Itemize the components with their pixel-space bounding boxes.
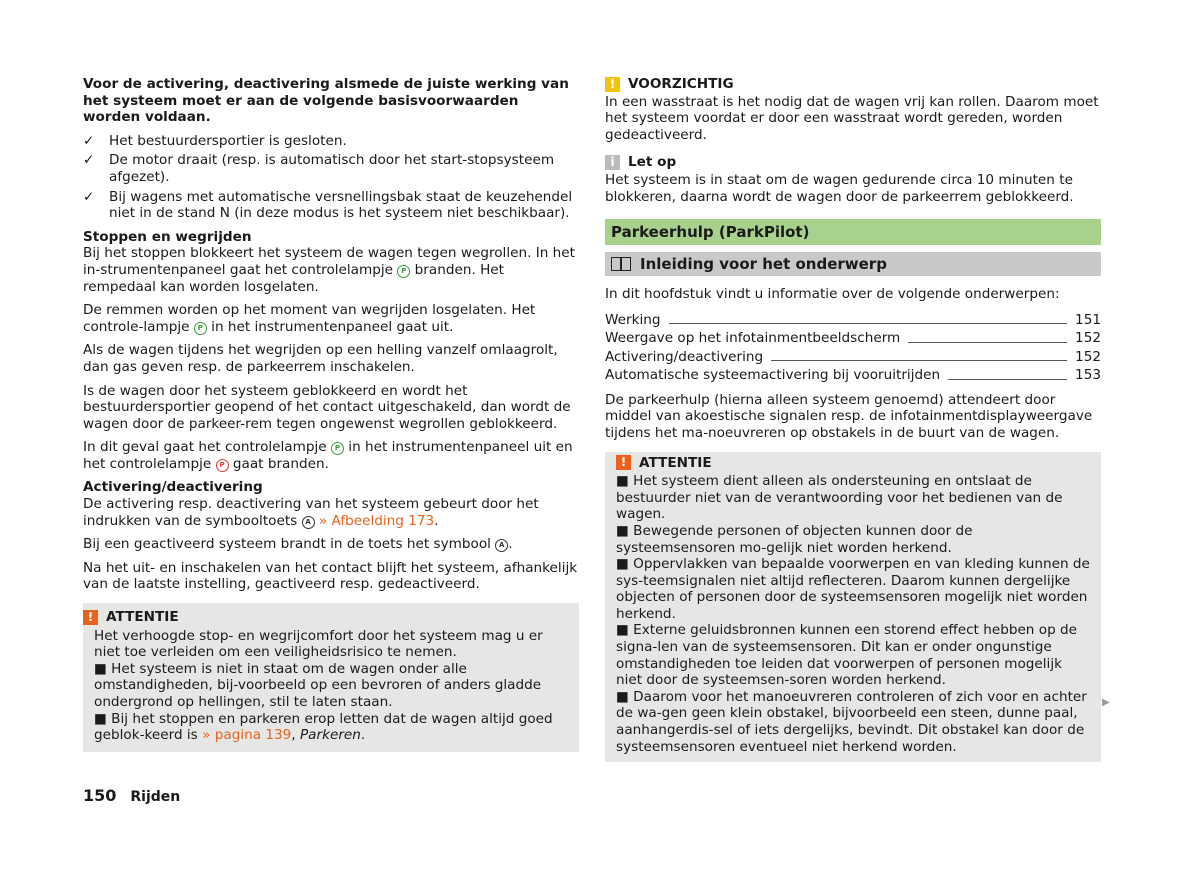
attention-header: ! ATTENTIE bbox=[83, 609, 568, 626]
attention-header: ! ATTENTIE bbox=[616, 455, 1090, 472]
continue-arrow-icon: ▶ bbox=[1102, 697, 1110, 708]
auto-hold-icon: P bbox=[331, 442, 344, 455]
stopping-paragraph-5: In dit geval gaat het controlelampje P in het instrumentenpaneel uit en het controlelampje P gaat branden. bbox=[83, 439, 573, 472]
toc-row[interactable]: Automatische systeemactivering bij vooruitrijden 153 bbox=[605, 367, 1101, 384]
auto-hold-button-icon: A bbox=[302, 516, 315, 529]
check-icon: ✓ bbox=[83, 132, 95, 149]
attention-text-1: Het verhoogde stop- en wegrijcomfort door het systeem mag u er niet toe verleiden om een veiligheidsrisico te nemen. bbox=[94, 627, 543, 661]
caution-icon: ! bbox=[605, 77, 620, 92]
check-icon: ✓ bbox=[83, 188, 95, 205]
activation-paragraph-1: De activering resp. deactivering van het systeem gebeurt door het indrukken van de symbooltoets A » Afbeelding 173. bbox=[83, 496, 539, 529]
attention-text-3: ■ Bij het stoppen en parkeren erop letten dat de wagen altijd goed geblok-keerd is » pagina 139, Parkeren. bbox=[94, 710, 553, 744]
section-name: Rijden bbox=[130, 789, 181, 805]
book-icon bbox=[611, 257, 631, 271]
subsection-title: Inleiding voor het onderwerp bbox=[605, 252, 1101, 276]
auto-hold-icon: P bbox=[397, 265, 410, 278]
intro-paragraph: Voor de activering, deactivering alsmede de juiste werking van het systeem moet er aan de volgende basisvoorwaarden worden voldaan. bbox=[83, 76, 569, 126]
description-paragraph: De parkeerhulp (hierna alleen systeem genoemd) attendeert door middel van akoestische signalen resp. de infotainmentdisplayweergave tijdens het ma-noeuvreren op obstakels in de buurt van de wagen. bbox=[605, 391, 1093, 441]
auto-hold-icon: P bbox=[194, 322, 207, 335]
page-link[interactable]: » pagina 139 bbox=[202, 727, 292, 744]
toc-list bbox=[605, 310, 1101, 384]
toc-intro: In dit hoofdstuk vindt u informatie over de volgende onderwerpen: bbox=[605, 286, 1060, 303]
attention-item: ■ Oppervlakken van bepaalde voorwerpen en van kleding kunnen de sys-teemsignalen niet altijd reflecteren. Daarom kunnen dergelijke objecten of personen door de systeemsensoren mogelijk niet worden herkend. bbox=[616, 556, 1090, 622]
activation-paragraph-3: Na het uit- en inschakelen van het contact blijft het systeem, afhankelijk van de laatste instelling, geactiveerd resp. gedeactiveerd. bbox=[83, 559, 578, 593]
attention-item: ■ Externe geluidsbronnen kunnen een storend effect hebben op de signa-len van de systeemsensoren. Dit kan er onder ongunstige omstandigheden toe leiden dat voorwerpen of personen mogelijk niet door de systeemsen-soren worden herkend. bbox=[616, 622, 1078, 689]
page-number: 150 bbox=[83, 786, 117, 805]
auto-hold-button-icon: A bbox=[495, 539, 508, 552]
figure-link[interactable]: » Afbeelding 173 bbox=[318, 512, 435, 529]
attention-item: ■ Bewegende personen of objecten kunnen door de systeemsensoren mo-gelijk niet worden herkend. bbox=[616, 522, 973, 556]
attention-text-2: ■ Het systeem is niet in staat om de wagen onder alle omstandigheden, bij-voorbeeld op een bevroren of anders gladde ondergrond op hellingen, stil te laten staan. bbox=[94, 660, 542, 710]
attention-item: ■ Het systeem dient alleen als ondersteuning en ontslaat de bestuurder niet van de verantwoording voor het bedienen van de wagen. bbox=[616, 473, 1063, 523]
caution-header: ! VOORZICHTIG bbox=[605, 76, 1101, 93]
section-title: Parkeerhulp (ParkPilot) bbox=[605, 219, 1101, 245]
page-footer bbox=[83, 786, 180, 805]
left-column bbox=[83, 76, 579, 752]
parking-brake-icon: P bbox=[216, 459, 229, 472]
activation-paragraph-2: Bij een geactiveerd systeem brandt in de toets het symbool A . bbox=[83, 536, 513, 553]
exclamation-icon: ! bbox=[83, 610, 98, 625]
check-icon: ✓ bbox=[83, 152, 95, 169]
caution-text: In een wasstraat is het nodig dat de wagen vrij kan rollen. Daarom moet het systeem voordat er door een wasstraat wordt gereden, worden gedeactiveerd. bbox=[605, 93, 1099, 143]
attention-box bbox=[83, 603, 579, 752]
attention-box-right bbox=[605, 452, 1101, 763]
stopping-paragraph-1: Bij het stoppen blokkeert het systeem de wagen tegen wegrollen. In het in-strumentenpaneel gaat het controlelampje P branden. Het rempedaal kan worden losgelaten. bbox=[83, 245, 575, 295]
conditions-list bbox=[83, 133, 579, 222]
note-header: i Let op bbox=[605, 154, 1101, 171]
list-item: ✓ De motor draait (resp. is automatisch door het start-stopsysteem afgezet). bbox=[83, 152, 555, 185]
toc-row[interactable]: Werking 151 bbox=[605, 311, 1101, 328]
exclamation-icon: ! bbox=[616, 455, 631, 470]
toc-row[interactable]: Activering/deactivering 152 bbox=[605, 348, 1101, 365]
list-item: ✓ Het bestuurdersportier is gesloten. bbox=[83, 132, 347, 149]
toc-row[interactable]: Weergave op het infotainmentbeeldscherm 152 bbox=[605, 330, 1101, 347]
stopping-heading: Stoppen en wegrijden bbox=[83, 228, 252, 245]
info-icon: i bbox=[605, 155, 620, 170]
list-item: ✓ Bij wagens met automatische versnellingsbak staat de keuzehendel niet in de stand N (in deze modus is het systeem niet beschikbaar). bbox=[83, 188, 573, 222]
stopping-paragraph-2: De remmen worden op het moment van wegrijden losgelaten. Het controle-lampje P in het instrumentenpaneel gaat uit. bbox=[83, 302, 536, 335]
stopping-paragraph-3: Als de wagen tijdens het wegrijden op een helling vanzelf omlaagrolt, dan gas geven resp. de parkeerrem inschakelen. bbox=[83, 342, 558, 375]
right-column bbox=[605, 76, 1101, 762]
attention-item: ■ Daarom voor het manoeuvreren controleren of zich voor en achter de wa-gen geen klein obstakel, bijvoorbeeld een steen, dunne paal, aanhangerdis-sel of iets dergelijks, bevindt. Dit obstakel kan door de systeemsensoren eventueel niet herkend worden. bbox=[616, 688, 1087, 755]
note-text: Het systeem is in staat om de wagen gedurende circa 10 minuten te blokkeren, daarna wordt de wagen door de parkeerrem geblokkeerd. bbox=[605, 171, 1074, 205]
stopping-paragraph-4: Is de wagen door het systeem geblokkeerd en wordt het bestuurdersportier geopend of het contact uitgeschakeld, dan wordt de wagen door de parkeer-rem tegen ongewenst wegrollen geblokkeerd. bbox=[83, 382, 571, 432]
activation-heading: Activering/deactivering bbox=[83, 479, 263, 496]
